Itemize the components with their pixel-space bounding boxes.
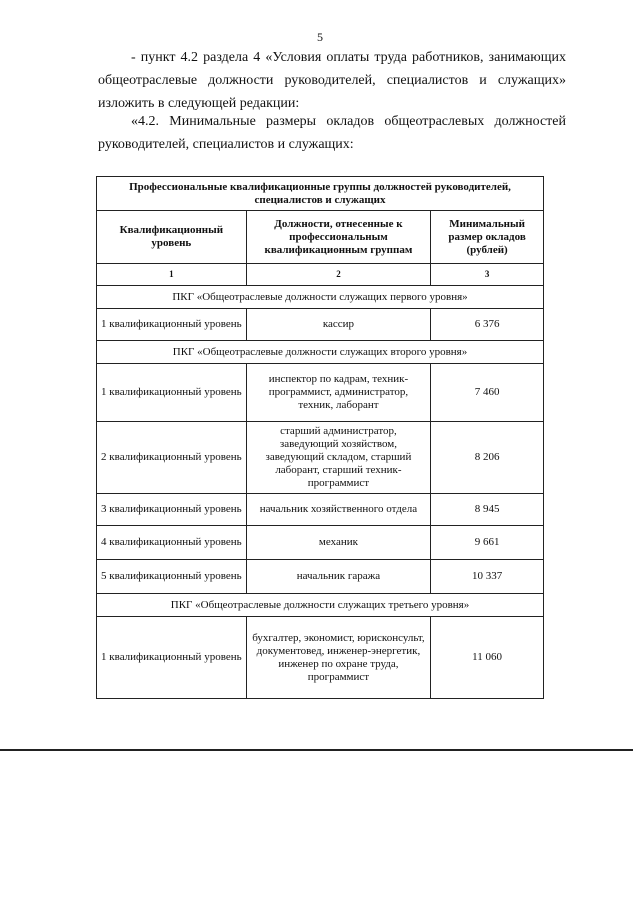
salary-cell: 10 337 [431,560,544,594]
table-row [97,422,544,494]
salary-table [96,176,544,699]
level-cell: 3 квалификационный уровень [97,494,247,526]
salary-cell: 6 376 [431,309,544,341]
level-cell: 5 квалификационный уровень [97,560,247,594]
footer-divider [0,749,633,751]
positions-cell: кассир [246,309,431,341]
level-cell: 1 квалификационный уровень [97,309,247,341]
header-positions: Должности, отнесенные к профессиональным квалификационным группам [246,211,431,264]
salary-cell: 11 060 [431,617,544,699]
header-salary: Минимальный размер окладов (рублей) [431,211,544,264]
level-cell: 2 квалификационный уровень [97,422,247,494]
level-cell: 4 квалификационный уровень [97,526,247,560]
section-4-2-paragraph: «4.2. Минимальные размеры окладов общеотраслевых должностей руководителей, специалистов и служащих: [98,114,566,152]
salary-cell: 7 460 [431,364,544,422]
table-row [97,309,544,341]
positions-cell: бухгалтер, экономист, юрисконсульт, документовед, инженер-энергетик, инженер по охране труда, программист [246,617,431,699]
salary-cell: 9 661 [431,526,544,560]
table-row [97,526,544,560]
positions-cell: начальник хозяйственного отдела [246,494,431,526]
positions-cell: старший администратор, заведующий хозяйством, заведующий складом, старший лаборант, старший техник-программист [246,422,431,494]
positions-cell: инспектор по кадрам, техник-программист, администратор, техник, лаборант [246,364,431,422]
table-row [97,494,544,526]
table-row [97,560,544,594]
group-title: ПКГ «Общеотраслевые должности служащих первого уровня» [97,286,544,309]
table-title: Профессиональные квалификационные группы должностей руководителей, специалистов и служащих [97,177,544,211]
salary-cell: 8 206 [431,422,544,494]
level-cell: 1 квалификационный уровень [97,364,247,422]
group-title: ПКГ «Общеотраслевые должности служащих третьего уровня» [97,594,544,617]
column-number: 3 [431,264,544,286]
column-number: 2 [246,264,431,286]
level-cell: 1 квалификационный уровень [97,617,247,699]
positions-cell: механик [246,526,431,560]
table-row [97,364,544,422]
column-number: 1 [97,264,247,286]
salary-cell: 8 945 [431,494,544,526]
page-number: 5 [317,30,323,44]
header-level: Квалификационный уровень [97,211,247,264]
positions-cell: начальник гаража [246,560,431,594]
table-row [97,617,544,699]
amendment-paragraph: - пункт 4.2 раздела 4 «Условия оплаты труда работников, занимающих общеотраслевые должности руководителей, специалистов и служащих» изложить в следующей редакции: [98,50,566,111]
group-title: ПКГ «Общеотраслевые должности служащих второго уровня» [97,341,544,364]
